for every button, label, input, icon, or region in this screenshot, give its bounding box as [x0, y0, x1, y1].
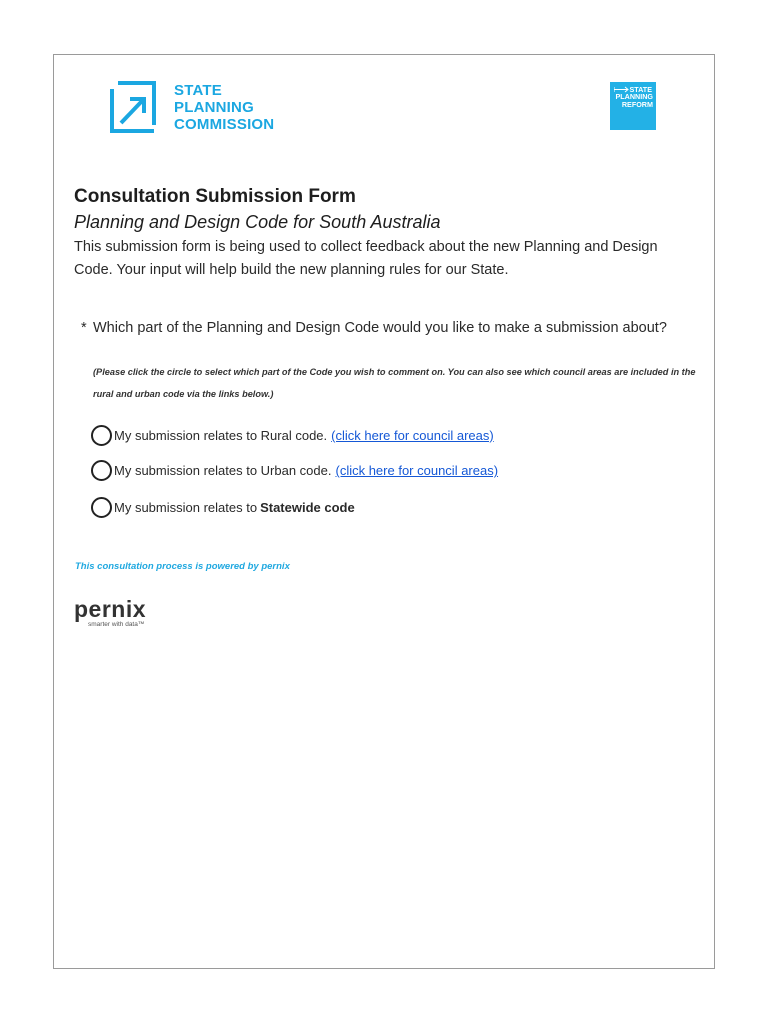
pernix-logo	[74, 597, 146, 628]
question-text: Which part of the Planning and Design Code would you like to make a submission about?	[93, 320, 667, 336]
option-rural[interactable]	[91, 425, 494, 446]
form-page	[53, 54, 715, 969]
radio-button[interactable]	[91, 425, 112, 446]
pernix-wordmark: pernix	[74, 596, 147, 622]
option-label: My submission relates to	[114, 500, 258, 515]
badge-line: STATE	[629, 85, 652, 94]
arrow-square-icon	[110, 81, 156, 133]
council-areas-link[interactable]: (click here for council areas)	[335, 463, 499, 478]
option-label: My submission relates to Urban code.	[114, 463, 332, 478]
badge-line: REFORM	[621, 100, 653, 109]
option-label-bold: Statewide code	[260, 500, 355, 515]
state-planning-commission-logo	[110, 81, 274, 133]
pernix-tagline: smarter with data™	[88, 621, 145, 628]
badge-line: PLANNING	[615, 92, 653, 101]
logo-line: COMMISSION	[174, 115, 275, 133]
option-label: My submission relates to Rural code.	[114, 428, 328, 443]
logo-text	[174, 82, 274, 133]
state-planning-reform-badge	[610, 82, 656, 130]
option-statewide[interactable]	[91, 497, 355, 518]
page-title: Consultation Submission Form	[74, 186, 356, 207]
question-help-text: (Please click the circle to select which part of the Code you wish to comment on. You can also see which council areas are included in the rural and urban code via the links below.)	[93, 367, 696, 399]
question	[81, 317, 701, 339]
council-areas-link[interactable]: (click here for council areas)	[331, 428, 494, 443]
required-marker: *	[81, 320, 87, 336]
page-subtitle: Planning and Design Code for South Australia	[74, 212, 441, 232]
logo-line: PLANNING	[174, 98, 254, 116]
radio-button[interactable]	[91, 460, 112, 481]
option-urban[interactable]	[91, 460, 498, 481]
logo-line: STATE	[174, 81, 222, 99]
arrow-right-icon	[614, 86, 653, 93]
intro-text: This submission form is being used to collect feedback about the new Planning and Design Code. Your input will help build the new planning rules for our State.	[74, 239, 658, 278]
radio-button[interactable]	[91, 497, 112, 518]
powered-by-text: This consultation process is powered by pernix	[75, 561, 290, 572]
